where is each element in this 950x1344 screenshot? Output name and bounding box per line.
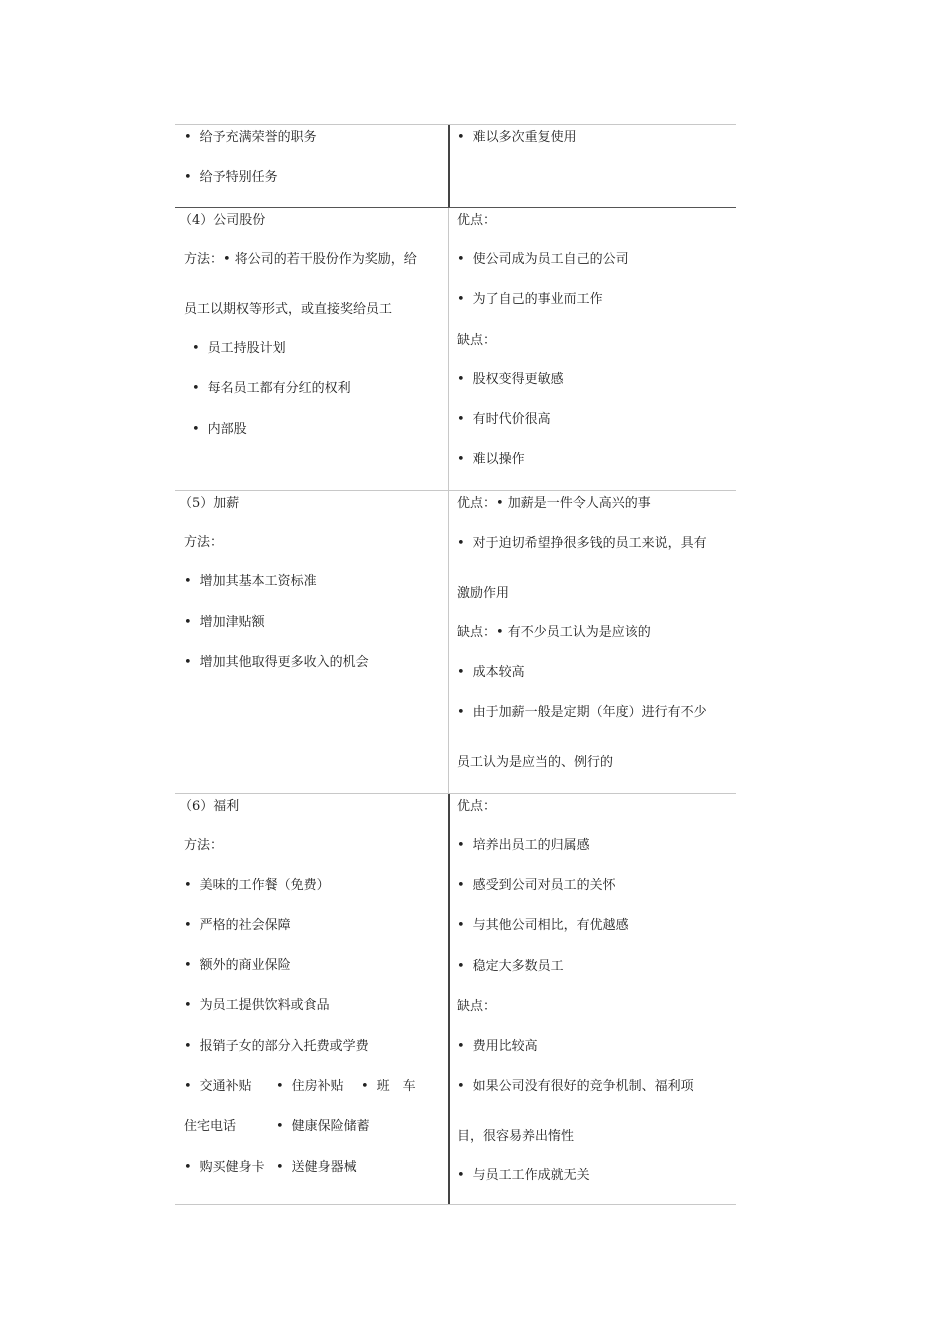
list-item: • 费用比较高 xyxy=(457,1039,538,1055)
list-item: • 为了自己的事业而工作 xyxy=(457,292,603,308)
pros-cons-cell xyxy=(449,491,736,793)
list-item: • 美味的工作餐（免费） xyxy=(184,878,330,894)
pros-label: 优点： xyxy=(457,213,497,228)
list-item: • 交通补贴 xyxy=(184,1079,252,1095)
section-heading: （5）加薪 xyxy=(179,496,240,511)
list-item: • 每名员工都有分红的权利 xyxy=(192,381,351,397)
list-item: • 增加其他取得更多收入的机会 xyxy=(184,655,369,671)
list-item: • 对于迫切希望挣很多钱的员工来说，具有 xyxy=(457,536,707,552)
table-row-stock xyxy=(175,207,736,490)
methods-cell xyxy=(175,794,448,1204)
list-item-continued: 员工认为是应当的、例行的 xyxy=(457,755,614,770)
list-item: • 增加津贴额 xyxy=(184,615,265,631)
method-label: 方法： xyxy=(184,838,224,853)
section-heading: （6）福利 xyxy=(179,799,240,814)
pros-cons-cell xyxy=(449,794,736,1204)
list-item: • 额外的商业保险 xyxy=(184,958,291,974)
list-item: • 班 车 xyxy=(361,1079,416,1095)
list-item: • 为员工提供饮料或食品 xyxy=(184,998,330,1014)
list-item: • 严格的社会保障 xyxy=(184,918,291,934)
list-item: • 使公司成为员工自己的公司 xyxy=(457,252,629,268)
pros-cons-cell xyxy=(449,208,736,490)
incentive-table xyxy=(175,124,736,1205)
list-item: • 成本较高 xyxy=(457,665,525,681)
list-item: • 员工持股计划 xyxy=(192,341,286,357)
list-item: • 难以操作 xyxy=(457,452,525,468)
cons-label: 缺点： xyxy=(457,333,497,348)
table-row-raise xyxy=(175,490,736,793)
method-label: 方法： xyxy=(184,535,224,550)
list-item: • 稳定大多数员工 xyxy=(457,959,564,975)
list-item: • 内部股 xyxy=(192,422,247,438)
pros-cons-cell xyxy=(449,125,736,207)
list-item: • 给予充满荣誉的职务 xyxy=(184,130,317,146)
method-text: 方法：• 将公司的若干股份作为奖励，给 xyxy=(184,252,417,267)
cons-label: 缺点： xyxy=(457,999,497,1014)
list-item: • 感受到公司对员工的关怀 xyxy=(457,878,616,894)
pros-text: 优点：• 加薪是一件令人高兴的事 xyxy=(457,496,651,511)
list-item: • 购买健身卡 xyxy=(184,1160,265,1176)
pros-label: 优点： xyxy=(457,799,497,814)
list-item: • 报销子女的部分入托费或学费 xyxy=(184,1039,369,1055)
list-item: • 难以多次重复使用 xyxy=(457,130,577,146)
list-item-continued: 激励作用 xyxy=(457,586,510,601)
list-item: • 培养出员工的归属感 xyxy=(457,838,590,854)
list-item: • 与员工工作成就无关 xyxy=(457,1168,590,1184)
method-text: 员工以期权等形式，或直接奖给员工 xyxy=(184,302,393,317)
table-row-honor xyxy=(175,124,736,207)
section-heading: （4）公司股份 xyxy=(179,213,266,228)
methods-cell xyxy=(175,125,448,207)
list-item: • 住房补贴 xyxy=(276,1079,344,1095)
list-item: • 送健身器械 xyxy=(276,1160,357,1176)
list-item: • 增加其基本工资标准 xyxy=(184,574,317,590)
list-item: 住宅电话 xyxy=(184,1119,237,1134)
list-item: • 与其他公司相比，有优越感 xyxy=(457,918,629,934)
list-item: • 由于加薪一般是定期（年度）进行有不少 xyxy=(457,705,707,721)
list-item: • 如果公司没有很好的竞争机制、福利项 xyxy=(457,1079,694,1095)
list-item: • 健康保险储蓄 xyxy=(276,1119,370,1135)
list-item: • 给予特别任务 xyxy=(184,170,278,186)
table-row-welfare xyxy=(175,793,736,1205)
list-item: • 股权变得更敏感 xyxy=(457,372,564,388)
list-item-continued: 目，很容易养出惰性 xyxy=(457,1129,575,1144)
methods-cell xyxy=(175,491,448,793)
methods-cell xyxy=(175,208,448,490)
cons-text: 缺点：• 有不少员工认为是应该的 xyxy=(457,625,651,640)
list-item: • 有时代价很高 xyxy=(457,412,551,428)
